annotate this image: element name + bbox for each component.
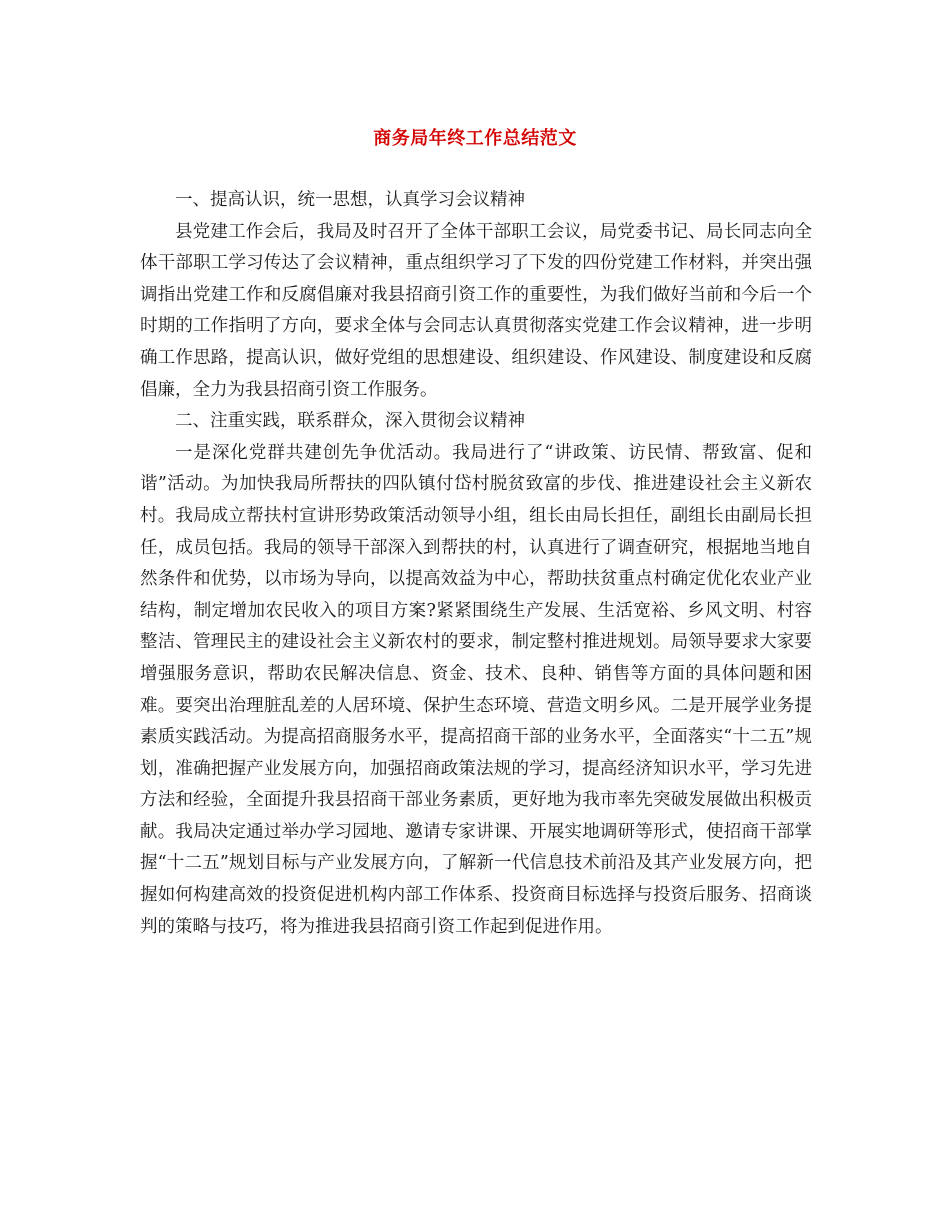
body-paragraph-2: 一是深化党群共建创先争优活动。我局进行了“讲政策、访民情、帮致富、促和谐”活动。为加快我局所帮扶的四队镇付岱村脱贫致富的步伐、推进建设社会主义新农村。我局成立帮扶村宣讲形势政策活动领导小组，组长由局长担任，副组长由副局长担任，成员包括。我局的领导干部深入到帮扶的村，认真进行了调查研究，根据地当地自然条件和优势，以市场为导向，以提高效益为中心，帮助扶贫重点村确定优化农业产业结构，制定增加农民收入的项目方案?紧紧围绕生产发展、生活宽裕、乡风文明、村容整洁、管理民主的建设社会主义新农村的要求，制定整村推进规划。局领导要求大家要增强服务意识，帮助农民解决信息、资金、技术、良种、销售等方面的具体问题和困难。要突出治理脏乱差的人居环境、保护生态环境、营造文明乡风。二是开展学业务提素质实践活动。为提高招商服务水平，提高招商干部的业务水平，全面落实“十二五”规划，准确把握产业发展方向，加强招商政策法规的学习，提高经济知识水平，学习先进方法和经验，全面提升我县招商干部业务素质，更好地为我市率先突破发展做出积极贡献。我局决定通过举办学习园地、邀请专家讲课、开展实地调研等形式，使招商干部掌握“十二五”规划目标与产业发展方向，了解新一代信息技术前沿及其产业发展方向，把握如何构建高效的投资促进机构内部工作体系、投资商目标选择与投资后服务、招商谈判的策略与技巧，将为推进我县招商引资工作起到促进作用。 [140,442,812,937]
body-paragraph-1: 县党建工作会后，我局及时召开了全体干部职工会议，局党委书记、局长同志向全体干部职工学习传达了会议精神，重点组织学习了下发的四份党建工作材料，并突出强调指出党建工作和反腐倡廉对我县招商引资工作的重要性，为我们做好当前和今后一个时期的工作指明了方向，要求全体与会同志认真贯彻落实党建工作会议精神，进一步明确工作思路，提高认识，做好党组的思想建设、组织建设、作风建设、制度建设和反腐倡廉，全力为我县招商引资工作服务。 [140,221,812,400]
section-heading-2: 二、注重实践，联系群众，深入贯彻会议精神 [175,411,525,432]
document-title: 商务局年终工作总结范文 [373,128,577,149]
document-body [140,185,812,943]
section-heading-1: 一、提高认识，统一思想，认真学习会议精神 [175,190,525,210]
